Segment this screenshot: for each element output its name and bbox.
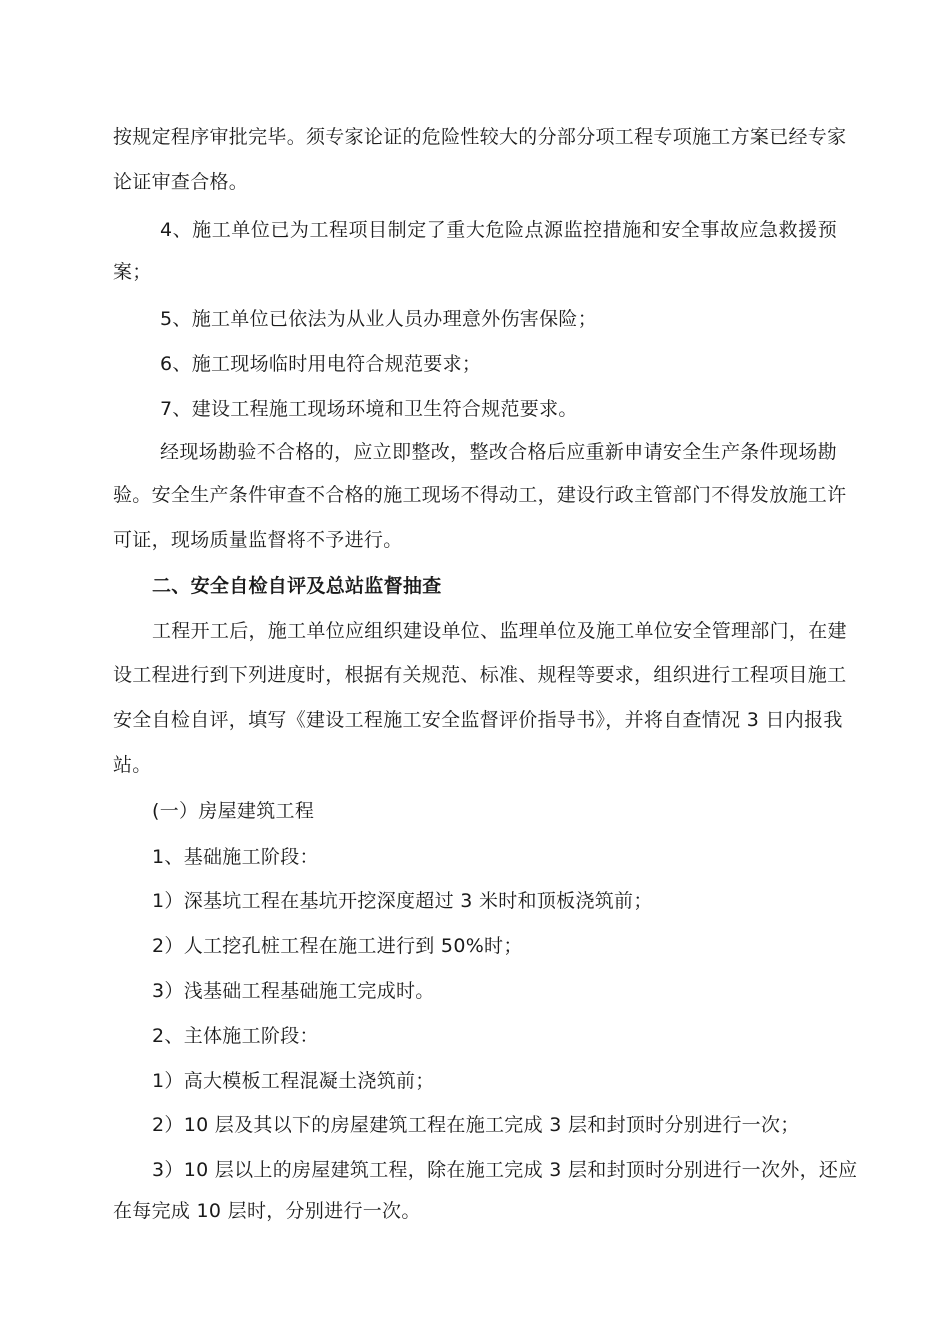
list-item-7: 7、建设工程施工现场环境和卫生符合规范要求。 <box>160 398 578 420</box>
paragraph-line: 经现场勘验不合格的，应立即整改，整改合格后应重新申请安全生产条件现场勘 <box>160 441 837 463</box>
subsection-heading: (一）房屋建筑工程 <box>152 800 315 822</box>
list-item: 2）人工挖孔桩工程在施工进行到 50%时； <box>152 935 523 957</box>
paragraph-line: 安全自检自评，填写《建设工程施工安全监督评价指导书》，并将自查情况 3 日内报我 <box>113 709 843 731</box>
list-item: 3）浅基础工程基础施工完成时。 <box>152 980 435 1002</box>
list-item: 3）10 层以上的房屋建筑工程，除在施工完成 3 层和封顶时分别进行一次外，还应 <box>152 1159 858 1181</box>
list-item: 2、主体施工阶段： <box>152 1025 319 1047</box>
section-heading: 二、安全自检自评及总站监督抽查 <box>152 575 442 597</box>
list-item-cont: 在每完成 10 层时，分别进行一次。 <box>113 1200 421 1222</box>
paragraph-line: 按规定程序审批完毕。须专家论证的危险性较大的分部分项工程专项施工方案已经专家 <box>113 126 847 148</box>
list-item: 1）高大模板工程混凝土浇筑前； <box>152 1070 435 1092</box>
list-item-6: 6、施工现场临时用电符合规范要求； <box>160 353 482 375</box>
list-item-5: 5、施工单位已依法为从业人员办理意外伤害保险； <box>160 308 597 330</box>
list-item: 1、基础施工阶段： <box>152 846 319 868</box>
list-item: 1）深基坑工程在基坑开挖深度超过 3 米时和顶板浇筑前； <box>152 890 653 912</box>
paragraph-line: 站。 <box>113 754 152 776</box>
list-item-4-cont: 案； <box>113 261 152 283</box>
paragraph-line: 可证，现场质量监督将不予进行。 <box>113 529 403 551</box>
list-item-4: 4、施工单位已为工程项目制定了重大危险点源监控措施和安全事故应急救援预 <box>160 219 837 241</box>
list-item: 2）10 层及其以下的房屋建筑工程在施工完成 3 层和封顶时分别进行一次； <box>152 1114 800 1136</box>
paragraph-line: 设工程进行到下列进度时，根据有关规范、标准、规程等要求，组织进行工程项目施工 <box>113 664 847 686</box>
paragraph-line: 论证审查合格。 <box>113 171 249 193</box>
paragraph-line: 验。安全生产条件审查不合格的施工现场不得动工，建设行政主管部门不得发放施工许 <box>113 484 847 506</box>
paragraph-line: 工程开工后，施工单位应组织建设单位、监理单位及施工单位安全管理部门，在建 <box>152 620 847 642</box>
